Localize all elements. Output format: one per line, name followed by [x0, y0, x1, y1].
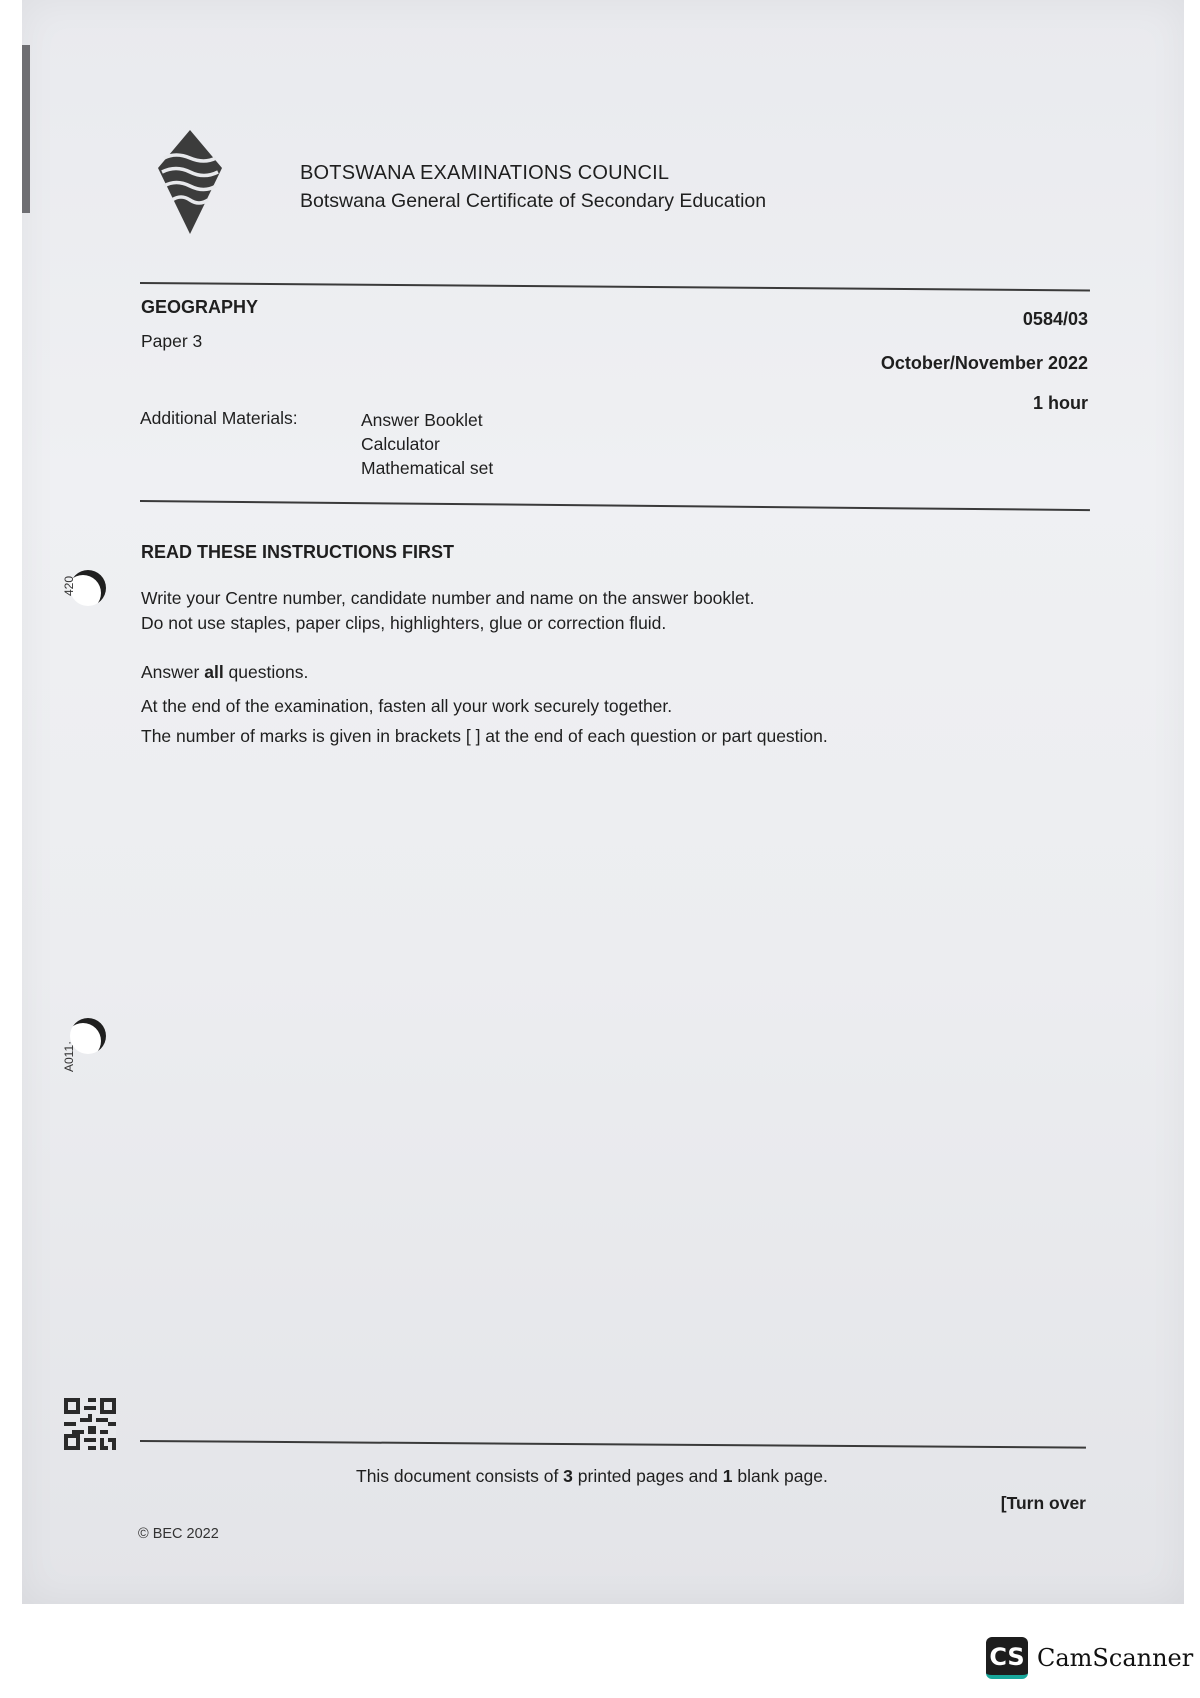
instruction-line: At the end of the examination, fasten all your work securely together.	[141, 696, 673, 716]
instruction-answer-all	[141, 662, 308, 683]
instruction-answer-suffix: questions.	[223, 662, 309, 682]
bec-diamond-logo-icon	[150, 128, 230, 236]
camscanner-logo-icon: CS	[986, 1637, 1028, 1679]
instruction-line: Do not use staples, paper clips, highlighters, glue or correction fluid.	[141, 613, 667, 633]
instruction-line: Write your Centre number, candidate number and name on the answer booklet.	[141, 588, 755, 608]
page-count-middle: printed pages and	[572, 1466, 723, 1486]
printed-pages-count: 3	[563, 1466, 573, 1486]
council-name: BOTSWANA EXAMINATIONS COUNCIL	[300, 162, 670, 184]
subject-title: GEOGRAPHY	[141, 297, 259, 317]
copyright-notice: © BEC 2022	[138, 1526, 219, 1542]
page-count-suffix: blank page.	[732, 1466, 828, 1486]
paper-number: Paper 3	[141, 331, 203, 351]
instruction-answer-prefix: Answer	[141, 662, 205, 682]
margin-mark: A011·	[62, 1040, 76, 1072]
additional-materials-label: Additional Materials:	[140, 408, 298, 428]
page-count-prefix: This document consists of	[356, 1466, 564, 1486]
instructions-heading: READ THESE INSTRUCTIONS FIRST	[141, 542, 455, 562]
camscanner-watermark: CamScanner	[1037, 1644, 1194, 1672]
binder-edge	[22, 45, 30, 213]
certificate-name: Botswana General Certificate of Secondary Education	[300, 190, 767, 212]
margin-mark: 420	[62, 575, 76, 596]
blank-pages-count: 1	[722, 1466, 733, 1486]
syllabus-code: 0584/03	[1022, 309, 1088, 329]
material-mathematical-set: Mathematical set	[361, 458, 494, 478]
material-calculator: Calculator	[361, 434, 440, 454]
instruction-answer-bold: all	[204, 662, 224, 682]
turn-over-label: [Turn over	[1000, 1493, 1086, 1513]
qr-code-icon	[64, 1398, 116, 1450]
material-answer-booklet: Answer Booklet	[361, 410, 483, 430]
instruction-line: The number of marks is given in brackets [ ] at the end of each question or part question.	[141, 726, 828, 746]
exam-duration: 1 hour	[1032, 393, 1088, 413]
scanned-page	[22, 0, 1184, 1604]
page-count-statement	[356, 1466, 828, 1487]
exam-session: October/November 2022	[880, 353, 1088, 373]
